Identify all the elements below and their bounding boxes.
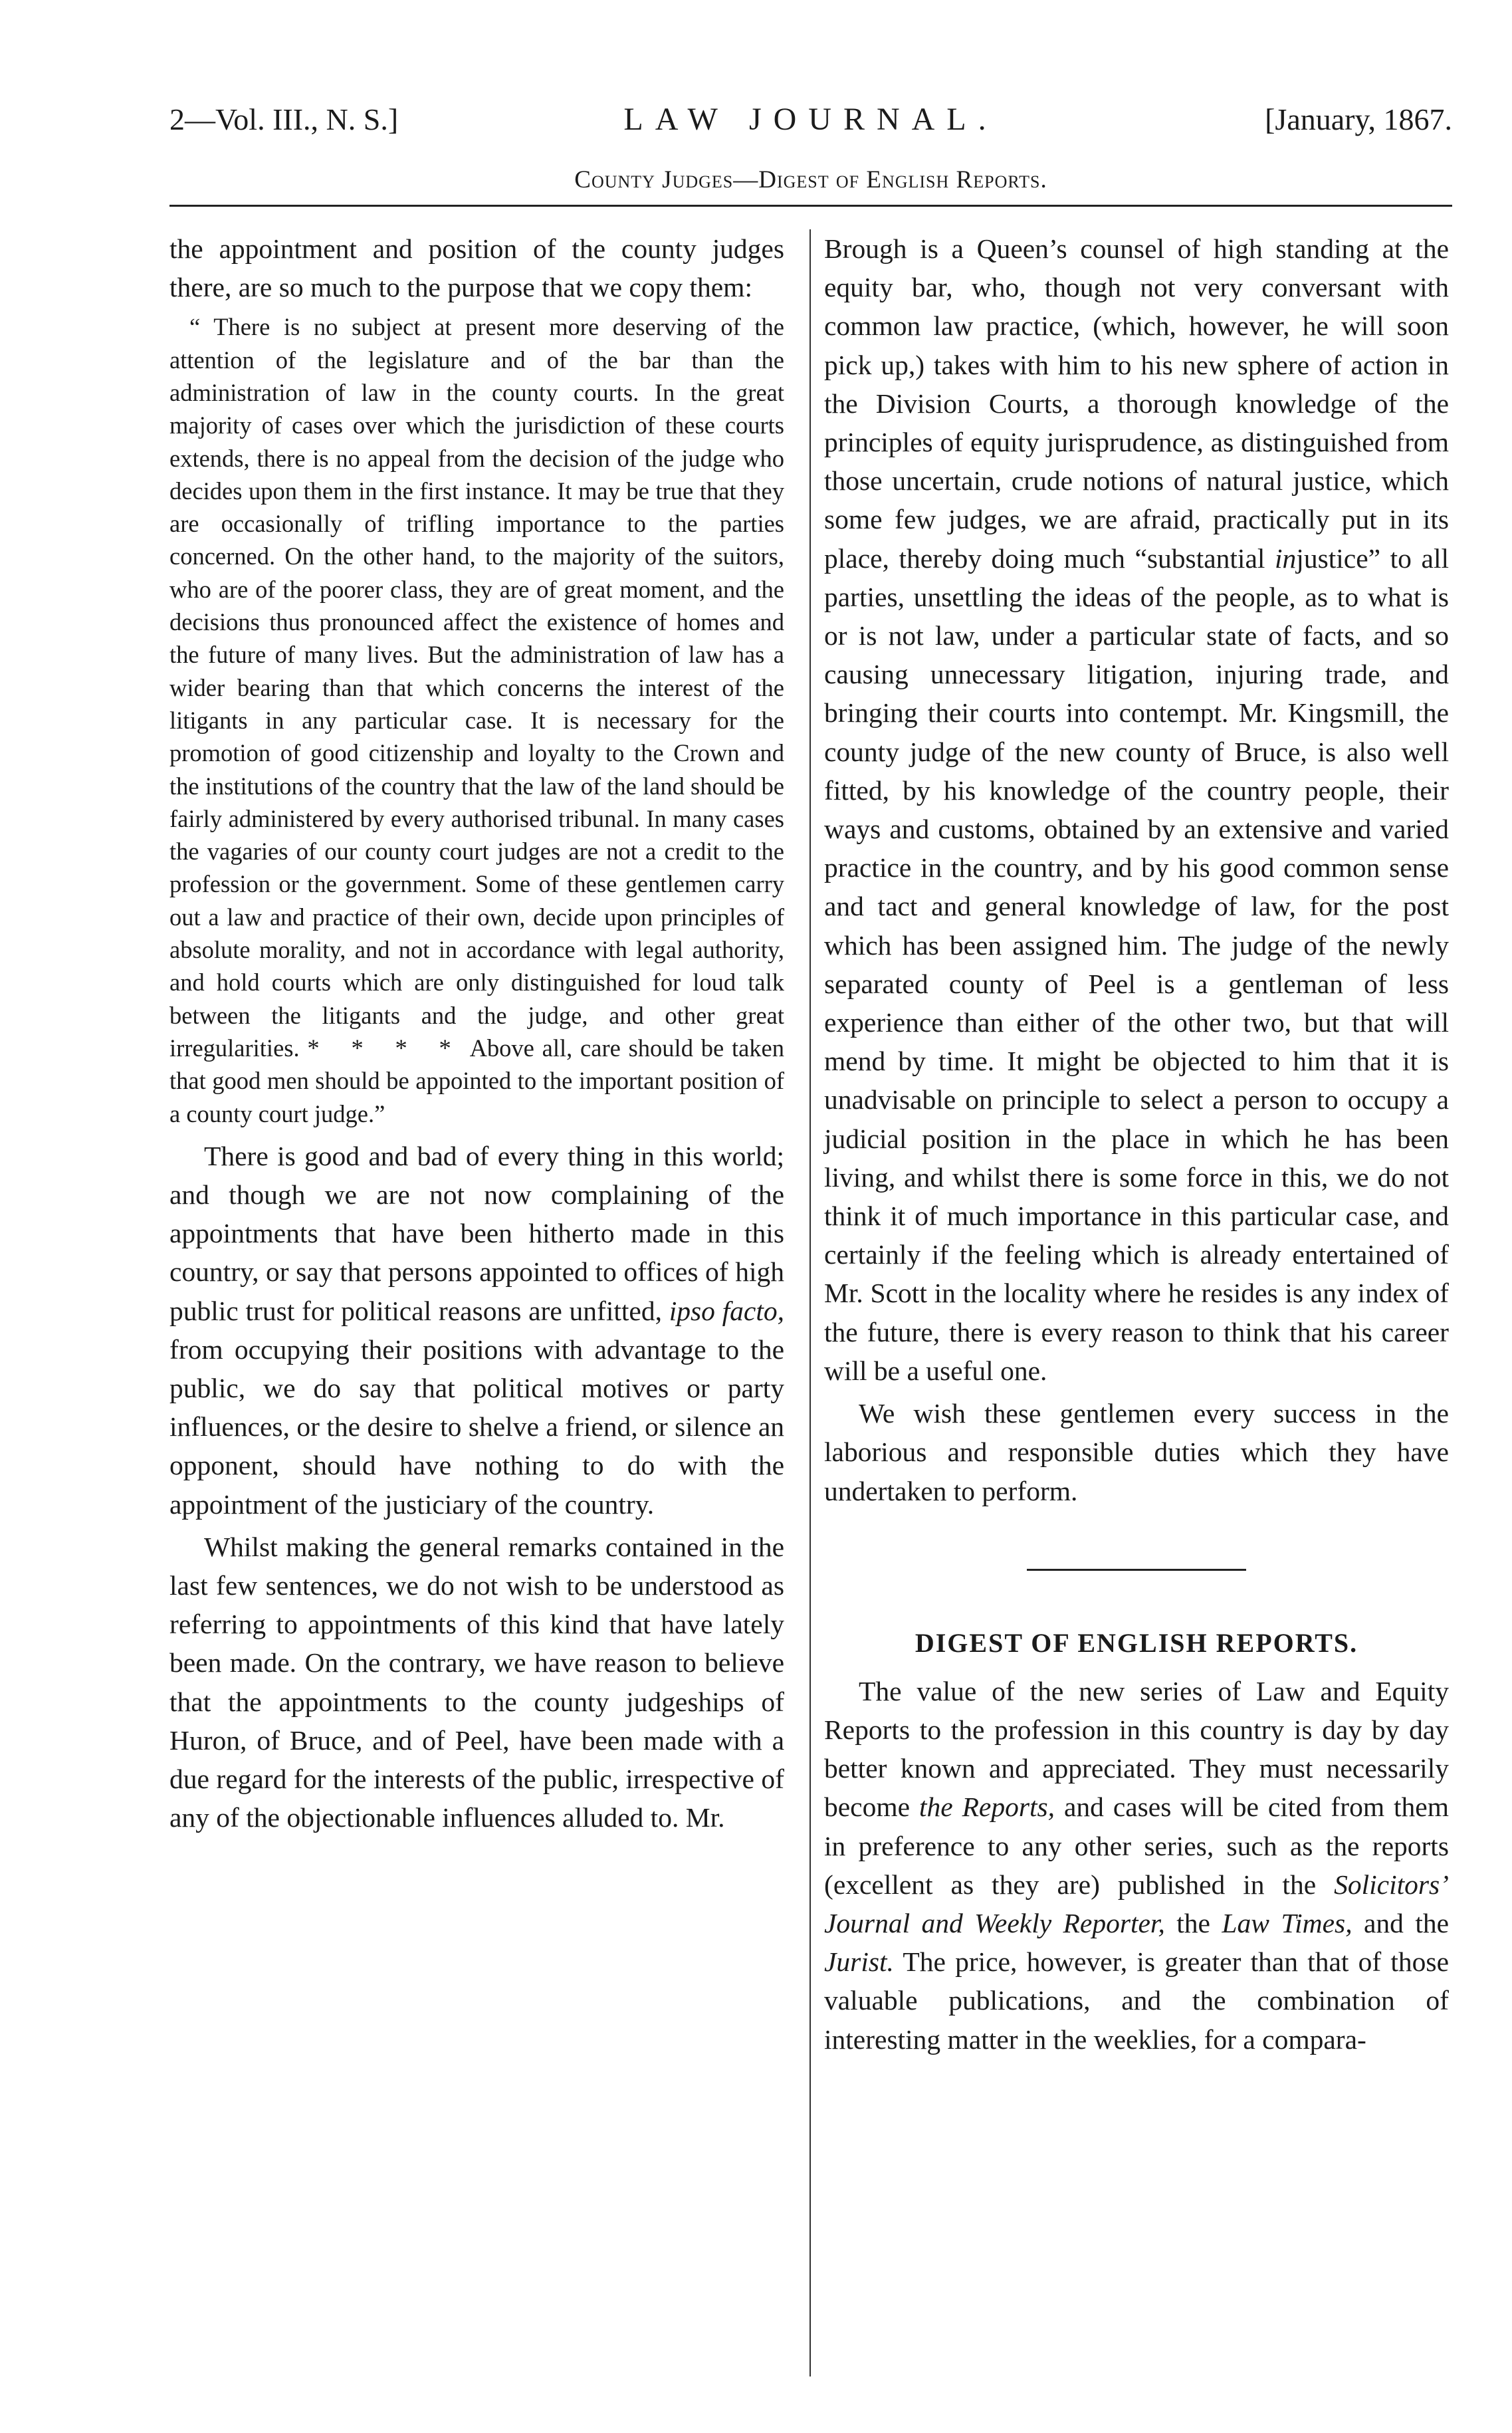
quote-text: “ There is no subject at present more deserving of the attention of the legislature and of the bar than the administration of law in the county courts. In the great majority of cases over which the jurisdiction of these courts extends, there is no appeal from the decision of the judge who decides upon them in the first instance. It may be true that they are occasionally of trifling importance to the parties concerned. On the other hand, to the majority of the suitors, who are of the poorer class, they are of great moment, and the decisions thus pronounced affect the existence of homes and the future of many lives. But the administration of law has a wider bearing than that which concerns the interest of the litigants in any particular case. It is necessary for the promotion of good citizenship and loyalty to the Crown and the institutions of the country that the law of the land should be fairly administered by every authorised tribunal. In many cases the vagaries of our county court judges are not a credit to the profession or the government. Some of these gentlemen carry out a law and practice of their own, decide upon principles of absolute morality, and not in accordance with legal authority, and hold courts which are only distinguished for loud talk between the litigants and the judge, and other great irregularities. (169, 313, 784, 1062)
page-subtitle: County Judges—Digest of English Reports. (574, 166, 1047, 193)
right-paragraph-1 (824, 229, 1449, 1390)
right-paragraph-2: We wish these gentlemen every success in the laborious and responsible duties which they have undertaken to perform. (824, 1398, 1449, 1506)
quote-text-continued: Above all, care should be taken that good men should be appointed to the important position of a county court judge.” (169, 1034, 785, 1127)
journal-title: LAW JOURNAL. (623, 102, 998, 137)
left-column (169, 229, 784, 1841)
volume-number: 2—Vol. III., N. S.] (169, 102, 399, 136)
right-paragraph-3 (824, 1672, 1449, 2059)
text-run: from occupying their positions with advantage to the public, we do say that political motives or party influences, or the desire to shelve a friend, or silence an opponent, should have nothing to do with the appointment of the justiciary of the country. (169, 1333, 784, 1520)
text-run: There is good and bad of every thing in this world; and though we are not now complaining of the appointments that have been hitherto made in this country, or say that persons appointed to offices of high public trust for political reasons are unfitted, (169, 1140, 784, 1326)
left-paragraph-2 (169, 1137, 784, 1524)
italic-phrase: ipso facto, (669, 1295, 784, 1326)
quote-ellipsis: * * * * (307, 1034, 463, 1062)
right-column (824, 229, 1449, 2063)
section-heading: DIGEST OF ENGLISH REPORTS. (915, 1627, 1358, 1658)
italic-phrase: in (1275, 542, 1297, 574)
running-head (169, 100, 1452, 146)
text-run: justice” to all parties, unsettling the ideas of the people, as to what is or is not law, under a particular state of facts, and so causing unnecessary litigation, injuring trade, and bringing their courts into contempt. Mr. Kingsmill, the county judge of the new county of Bruce, is also well fitted, by his knowledge of the country people, their ways and customs, obtained by an extensive and varied practice in the country, and by his good common sense and tact and general knowledge of law, for the post which has been assigned him. The judge of the newly separated county of Peel is a gentleman of less experience than either of the other two, but that will mend by time. It might be objected to him that it is unadvisable on principle to select a person to occupy a judicial position in the place in which he has been living, and whilst there is some force in this, we do not think it of much importance in this particular case, and certainly if the feeling which is already entertained of Mr. Scott in the locality where he resides is any index of the future, there is every reason to think that his career will be a useful one. (824, 542, 1450, 1386)
text-run: and cases will be cited from them in preference to any other series, such as the reports (excellent as they are) published in the (824, 1792, 1449, 1900)
italic-phrase: Law Times, (1222, 1907, 1352, 1938)
italic-phrase: Jurist. (824, 1946, 894, 1978)
column-divider (810, 229, 811, 2376)
text-run: Brough is a Queen’s counsel of high standing at the equity bar, who, though not very conversant with common law practice, (which, however, he will soon pick up,) takes with him to his new sphere of action in the Division Courts, a thorough knowledge of the principles of equity jurisprudence, as distinguished from those uncertain, crude notions of natural justice, which some few judges, we are afraid, practically put in its place, thereby doing much “substantial (824, 233, 1449, 574)
text-run: The value of the new series of Law and Equity Reports to the profession in this country is day by day better known and appreciated. They must necessarily become (824, 1675, 1449, 1823)
header-rule (169, 205, 1452, 207)
quoted-passage-1 (169, 310, 784, 1129)
italic-phrase: the Reports, (918, 1792, 1055, 1823)
left-paragraph-1: the appointment and position of the county judges there, are so much to the purpose that we copy them: (169, 233, 784, 303)
text-run: The price, however, is greater than that of those valuable publications, and the combination of interesting matter in the weeklies, for a compara- (824, 1946, 1449, 2055)
text-run: and the (1364, 1907, 1450, 1938)
text-run: the (1176, 1907, 1210, 1938)
left-paragraph-3: Whilst making the general remarks contained in the last few sentences, we do not wish to be understood as referring to appointments of this kind that have lately been made. On the contrary, we have reason to believe that the appointments to the county judgeships of Huron, of Bruce, and of Peel, have been made with a due regard for the interests of the public, irrespective of any of the objectionable influences alluded to. Mr. (169, 1531, 784, 1833)
section-divider (1027, 1569, 1246, 1571)
issue-date: [January, 1867. (1265, 102, 1452, 136)
italic-phrase: Solicitors’ Journal and Weekly Reporter, (824, 1869, 1450, 1938)
